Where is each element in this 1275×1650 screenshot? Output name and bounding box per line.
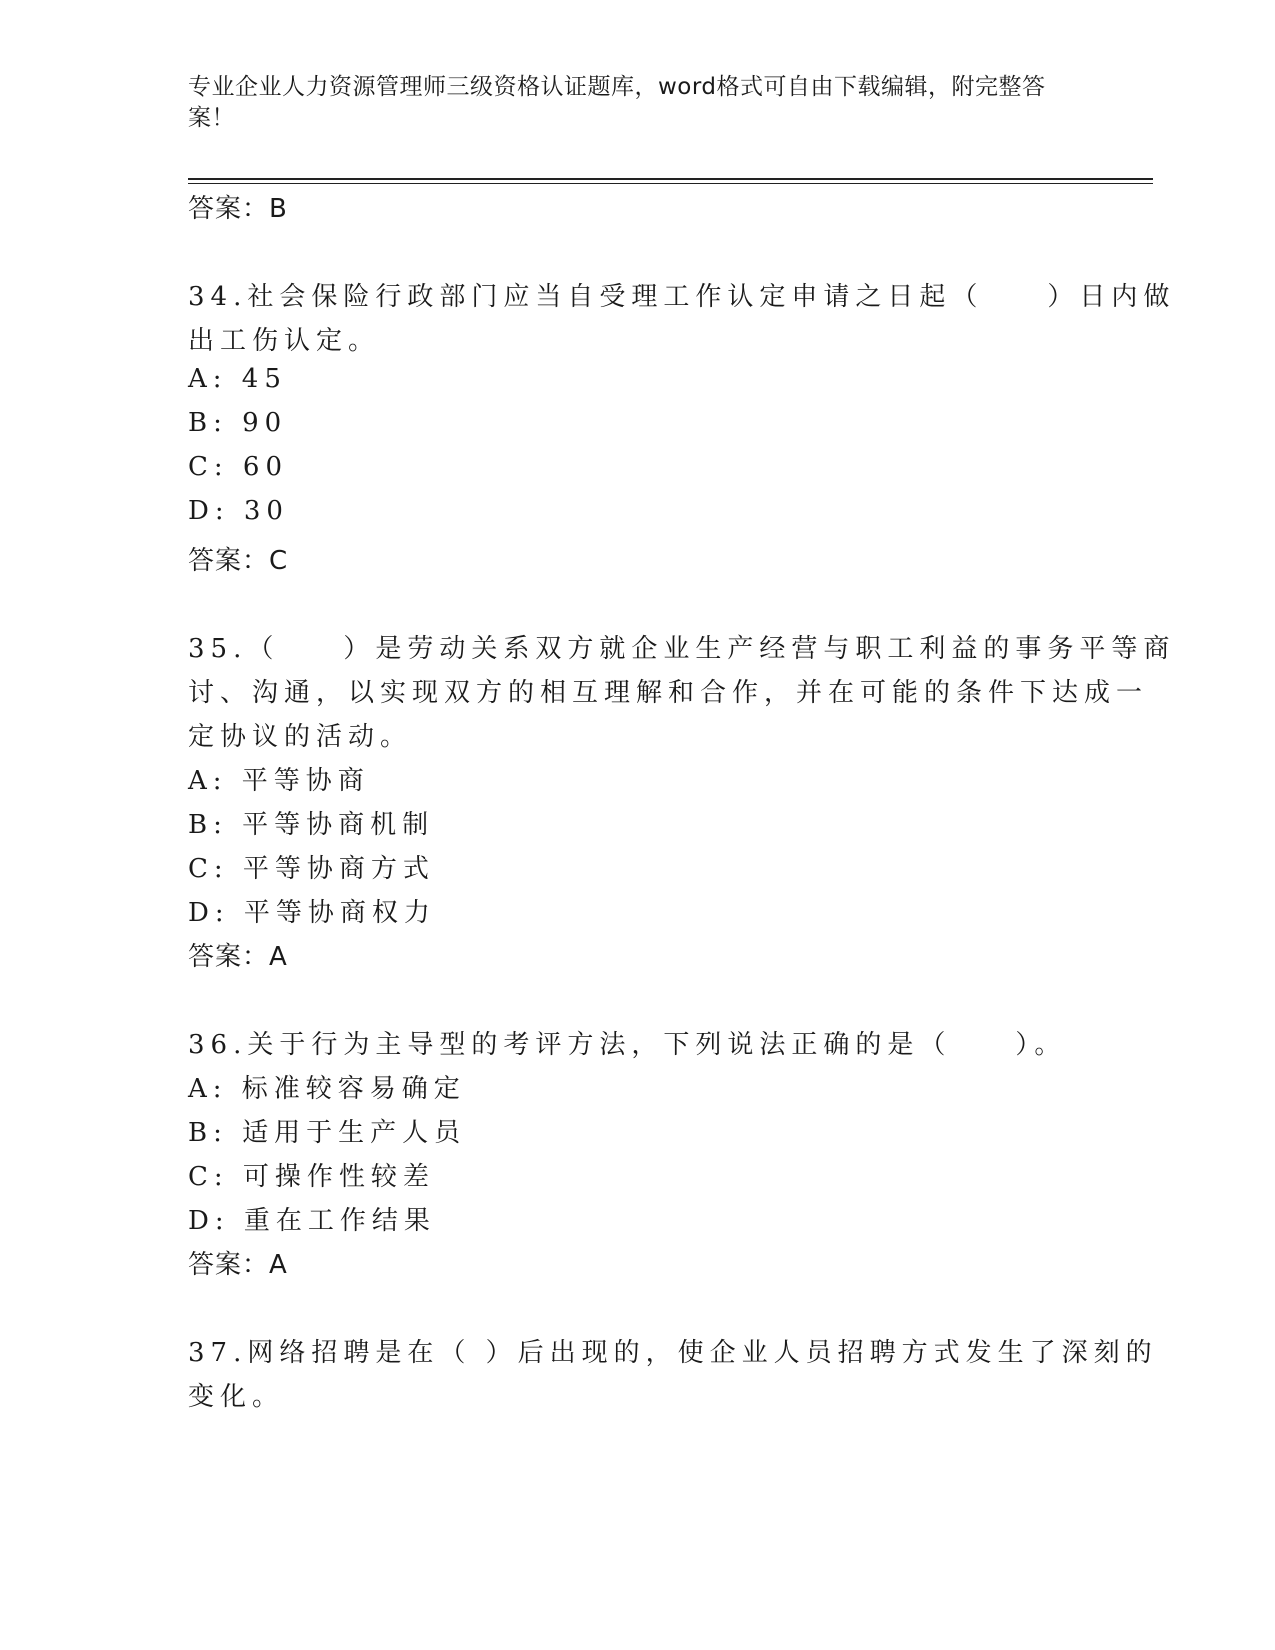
question-text-line: 36.关于行为主导型的考评方法，下列说法正确的是（ ）。 — [188, 1030, 1067, 1060]
answer: 答案：A — [188, 942, 288, 972]
option-c: C: 可操作性较差 — [188, 1162, 435, 1192]
question-text-line: 35.（ ）是劳动关系双方就企业生产经营与职工利益的事务平等商 — [188, 634, 1176, 664]
question-text-line: 定协议的活动。 — [188, 722, 413, 752]
option-d: D: 重在工作结果 — [188, 1206, 436, 1236]
option-b: B: 适用于生产人员 — [188, 1118, 467, 1148]
option-a: A: 平等协商 — [188, 766, 370, 796]
previous-answer: 答案：B — [188, 194, 288, 224]
option-c: C: 平等协商方式 — [188, 854, 435, 884]
question-text-line: 讨、沟通，以实现双方的相互理解和合作，并在可能的条件下达成一 — [188, 678, 1149, 708]
question-text-line: 出工伤认定。 — [188, 326, 381, 356]
header-divider-thin — [188, 183, 1153, 184]
question-text-line: 变化。 — [188, 1382, 285, 1412]
option-d: D: 平等协商权力 — [188, 898, 436, 928]
header-divider-thick — [188, 178, 1153, 180]
question-text-line: 37.网络招聘是在（ ）后出现的，使企业人员招聘方式发生了深刻的 — [188, 1338, 1158, 1368]
option-b: B: 平等协商机制 — [188, 810, 435, 840]
option-a: A: 45 — [188, 364, 287, 394]
option-a: A: 标准较容易确定 — [188, 1074, 466, 1104]
option-d: D: 30 — [188, 496, 289, 526]
header-text: 专业企业人力资源管理师三级资格认证题库，word格式可自由下载编辑，附完整答案！ — [188, 74, 1046, 131]
question-text-line: 34.社会保险行政部门应当自受理工作认定申请之日起（ ）日内做 — [188, 282, 1176, 312]
option-c: C: 60 — [188, 452, 289, 482]
answer: 答案：C — [188, 546, 289, 576]
option-b: B: 90 — [188, 408, 288, 438]
answer: 答案：A — [188, 1250, 288, 1280]
page-header — [188, 72, 1078, 134]
